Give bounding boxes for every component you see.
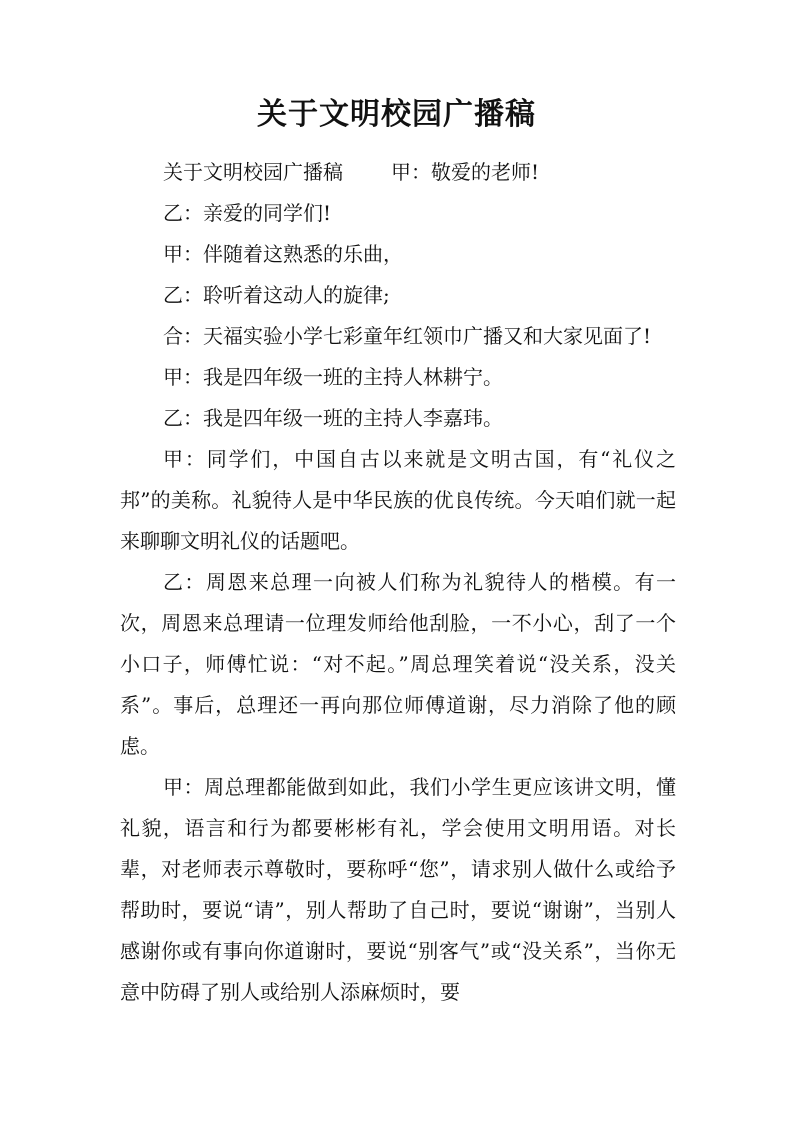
paragraph: 甲：同学们，中国自古以来就是文明古国，有“礼仪之邦”的美称。礼貌待人是中华民族的优良传统。今天咱们就一起来聊聊文明礼仪的话题吧。 xyxy=(120,447,676,553)
dialogue-line: 乙：聆听着这动人的旋律; xyxy=(163,283,390,307)
opening-heading: 关于文明校园广播稿 xyxy=(163,160,343,184)
dialogue-line: 甲：我是四年级一班的主持人林耕宁。 xyxy=(163,365,503,389)
document-body xyxy=(120,152,676,1013)
opening-greeting: 甲：敬爱的老师! xyxy=(391,160,540,184)
dialogue-line: 乙：亲爱的同学们! xyxy=(163,201,332,225)
dialogue-line: 甲：伴随着这熟悉的乐曲， xyxy=(163,242,403,266)
paragraph: 乙：周恩来总理一向被人们称为礼貌待人的楷模。有一次，周恩来总理请一位理发师给他刮脸，一不小心，刮了一个小口子，师傅忙说：“对不起。”周总理笑着说“没关系，没关系”。事后，总理还一再向那位师傅道谢，尽力消除了他的顾虑。 xyxy=(120,570,676,758)
dialogue-line: 乙：我是四年级一班的主持人李嘉玮。 xyxy=(163,406,503,430)
dialogue-line: 合：天福实验小学七彩童年红领巾广播又和大家见面了! xyxy=(163,324,652,348)
paragraph: 甲：周总理都能做到如此，我们小学生更应该讲文明，懂礼貌，语言和行为都要彬彬有礼，学会使用文明用语。对长辈，对老师表示尊敬时，要称呼“您”，请求别人做什么或给予帮助时，要说“请”，别人帮助了自己时，要说“谢谢”，当别人感谢你或有事向你道谢时，要说“别客气”或“没关系”，当你无意中防碍了别人或给别人添麻烦时，要 xyxy=(120,775,676,1004)
opening-line xyxy=(120,152,676,193)
document-title: 关于文明校园广播稿 xyxy=(257,97,536,132)
